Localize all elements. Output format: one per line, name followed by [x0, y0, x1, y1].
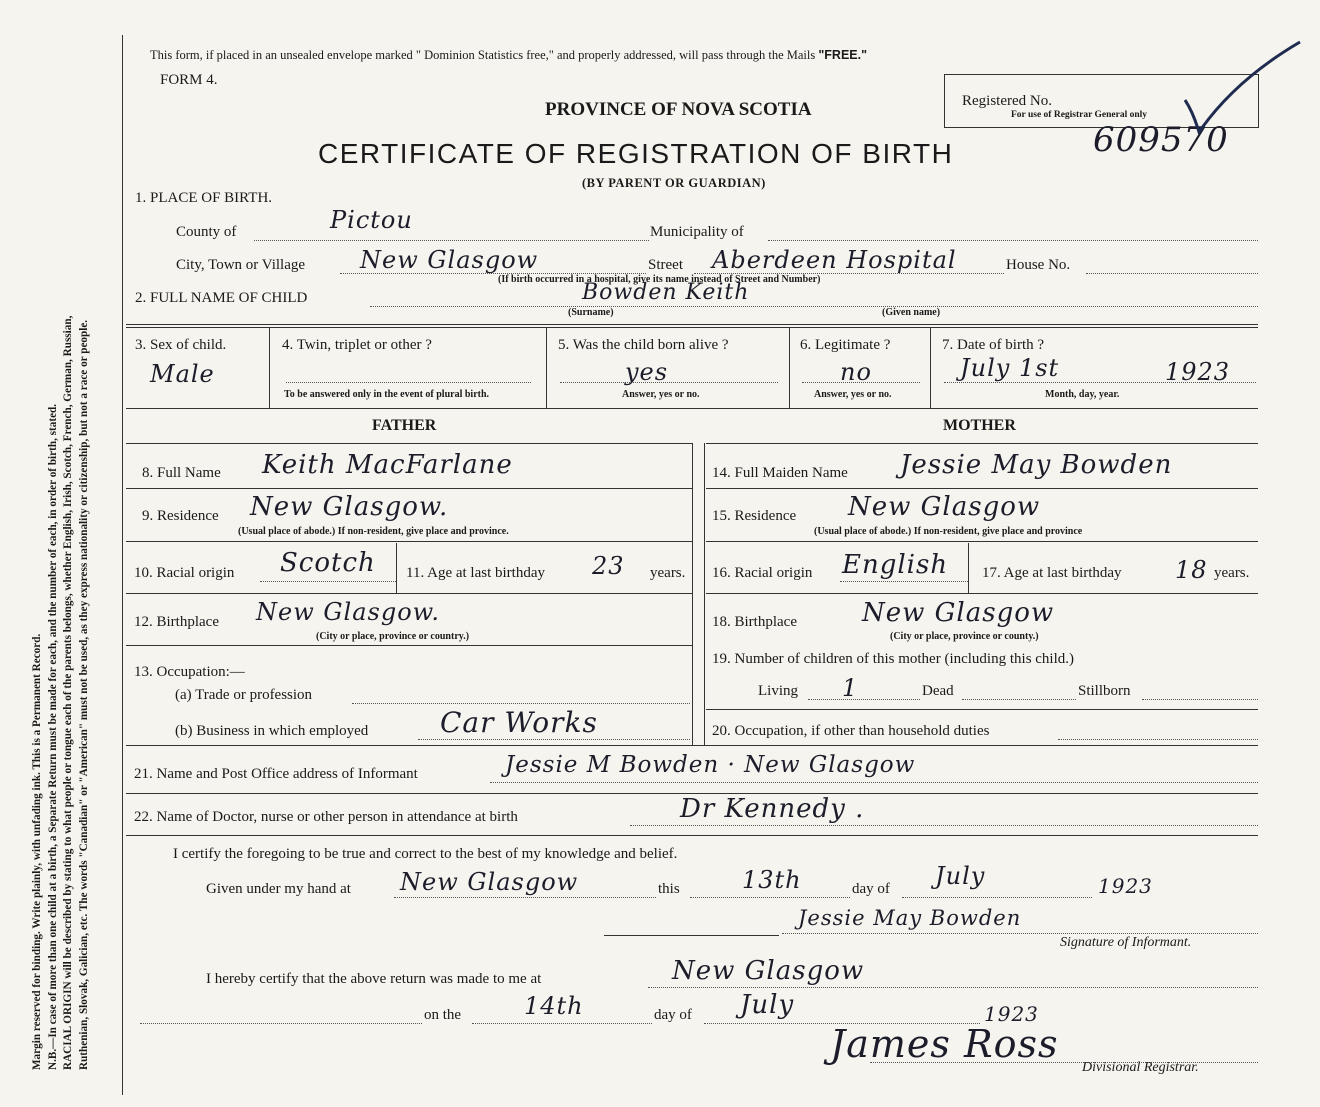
page-subtitle: (BY PARENT OR GUARDIAN) — [582, 176, 766, 190]
father-race-line — [260, 581, 396, 582]
mother-occupation-label: 20. Occupation, if other than household duties — [712, 723, 990, 739]
registrar-statement: I hereby certify that the above return was made to me at — [206, 971, 542, 987]
child-name-label: 2. FULL NAME OF CHILD — [135, 290, 308, 306]
father-name-label: 8. Full Name — [142, 465, 221, 481]
divider-6-7 — [930, 328, 931, 408]
mother-occupation-line — [1058, 739, 1258, 740]
on-the-label: on the — [424, 1007, 462, 1023]
sex-label: 3. Sex of child. — [135, 337, 227, 353]
house-label: House No. — [1006, 257, 1071, 273]
dob-value: July 1st — [960, 354, 1060, 382]
legitimate-note: Answer, yes or no. — [814, 389, 892, 400]
informant-value: Jessie M Bowden · New Glasgow — [505, 752, 916, 778]
father-residence-label: 9. Residence — [142, 508, 219, 524]
informant-signature: Jessie May Bowden — [798, 906, 1022, 930]
legitimate-label: 6. Legitimate ? — [800, 337, 891, 353]
day-of-label: day of — [852, 881, 890, 897]
father-birthplace-label: 12. Birthplace — [134, 614, 219, 630]
father-name-rule — [126, 488, 692, 489]
mother-race-label: 16. Racial origin — [712, 565, 813, 581]
doctor-value: Dr Kennedy . — [680, 794, 865, 824]
registrar-use-note: For use of Registrar General only — [1011, 110, 1148, 120]
child-name-line — [370, 306, 1258, 307]
given-month-value: July — [935, 862, 986, 890]
mother-age-value: 18 — [1175, 556, 1208, 584]
mother-race-line — [840, 581, 968, 582]
county-label: County of — [176, 224, 237, 240]
stillborn-label: Stillborn — [1078, 683, 1131, 699]
registrar-place-value: New Glasgow — [672, 956, 865, 986]
doctor-line — [630, 825, 1258, 826]
county-value: Pictou — [330, 206, 413, 234]
father-age-label: 11. Age at last birthday — [406, 565, 545, 581]
living-value: 1 — [842, 674, 859, 702]
signature-caption: Signature of Informant. — [1060, 935, 1192, 950]
municipality-line — [768, 240, 1258, 241]
registrar-signature: James Ross — [830, 1022, 1059, 1066]
alive-label: 5. Was the child born alive ? — [558, 337, 729, 353]
mother-name-value: Jessie May Bowden — [900, 450, 1173, 480]
mother-age-unit: years. — [1214, 565, 1250, 581]
dead-label: Dead — [922, 683, 954, 699]
father-heading: FATHER — [372, 417, 437, 434]
father-race-label: 10. Racial origin — [134, 565, 235, 581]
margin-instructions — [30, 30, 92, 1070]
father-business-line — [418, 739, 690, 740]
registered-label: Registered No. — [962, 93, 1052, 109]
margin-line-4: Ruthenian, Slovak, Galician, etc. The words "Canadian" or "American" must not be used, as they express nationality or citizenship, but not a race or people. — [77, 319, 90, 1070]
city-value: New Glasgow — [360, 246, 539, 274]
father-age-value: 23 — [592, 552, 625, 580]
informant-signature-line — [782, 933, 1258, 934]
dob-year: 1923 — [1165, 358, 1231, 386]
registered-number: 609570 — [1093, 120, 1229, 160]
dob-label: 7. Date of birth ? — [942, 337, 1045, 353]
mother-residence-value: New Glasgow — [848, 492, 1041, 522]
father-name-value: Keith MacFarlane — [262, 450, 513, 480]
legitimate-value: no — [840, 358, 872, 386]
father-birthplace-value: New Glasgow. — [256, 598, 440, 626]
page-title: CERTIFICATE OF REGISTRATION OF BIRTH — [318, 138, 954, 169]
given-place-line — [394, 897, 656, 898]
street-value: Aberdeen Hospital — [712, 246, 957, 274]
given-year-value: 1923 — [1098, 874, 1153, 898]
registrar-signature-line — [870, 1062, 1258, 1063]
certify-statement: I certify the foregoing to be true and correct to the best of my knowledge and belief. — [173, 846, 678, 862]
surname-caption: (Surname) — [568, 307, 614, 318]
street-label: Street — [648, 257, 683, 273]
dob-note: Month, day, year. — [1045, 389, 1120, 400]
doctor-label: 22. Name of Doctor, nurse or other person in attendance at birth — [134, 809, 518, 825]
county-line — [254, 240, 649, 241]
father-business-value: Car Works — [440, 706, 598, 739]
divider-3-4 — [269, 328, 270, 408]
given-day-value: 13th — [742, 866, 802, 894]
reg-day-value: 14th — [524, 992, 584, 1020]
mother-residence-label: 15. Residence — [712, 508, 797, 524]
mail-notice — [150, 48, 867, 63]
twin-line — [286, 382, 531, 383]
given-name-caption: (Given name) — [882, 307, 941, 318]
dead-line — [962, 699, 1076, 700]
mother-children-label: 19. Number of children of this mother (including this child.) — [712, 651, 1075, 667]
informant-line — [490, 782, 1258, 783]
parents-divider-right — [704, 443, 705, 745]
mail-notice-free: "FREE." — [818, 48, 868, 62]
mother-age-label: 17. Age at last birthday — [982, 565, 1122, 581]
father-race-rule — [126, 593, 692, 594]
check-mark-icon — [1175, 40, 1305, 150]
mother-residence-note: (Usual place of abode.) If non-resident, give place and province — [814, 526, 1083, 537]
mother-birthplace-value: New Glasgow — [862, 598, 1055, 628]
registrar-caption: Divisional Registrar. — [1082, 1060, 1199, 1075]
informant-label: 21. Name and Post Office address of Informant — [134, 766, 418, 782]
father-trade-label: (a) Trade or profession — [175, 687, 313, 703]
registrar-place-line — [648, 987, 1258, 988]
house-line — [1086, 273, 1258, 274]
reg-month-value: July — [740, 990, 795, 1020]
father-heading-rule — [126, 443, 692, 444]
reg-day-line — [472, 1023, 652, 1024]
father-age-unit: years. — [650, 565, 686, 581]
mother-residence-rule — [706, 541, 1258, 542]
divider-4-5 — [546, 328, 547, 408]
father-occupation-label: 13. Occupation:— — [134, 664, 245, 680]
rule-row-top-2 — [126, 327, 1258, 328]
child-name-value: Bowden Keith — [582, 280, 750, 305]
city-label: City, Town or Village — [176, 257, 306, 273]
signature-blank-rule — [604, 935, 779, 936]
margin-line-1: Margin reserved for binding. Write plainly, with unfading ink. This is a Permanent Record. — [31, 633, 43, 1070]
alive-note: Answer, yes or no. — [622, 389, 700, 400]
reg-year-value: 1923 — [984, 1002, 1039, 1026]
father-residence-note: (Usual place of abode.) If non-resident, give place and province. — [238, 526, 509, 537]
this-label: this — [658, 881, 680, 897]
mother-name-rule — [706, 488, 1258, 489]
parents-divider-left — [692, 443, 693, 745]
father-residence-rule — [126, 541, 692, 542]
father-trade-line — [352, 703, 690, 704]
municipality-label: Municipality of — [650, 224, 744, 240]
mother-race-divider — [968, 543, 969, 593]
margin-line-3: RACIAL ORIGIN will be described by stating to what people or tongue each of the parents belongs, whether English, Irish, Scotch, French, German, Russian, — [62, 315, 74, 1070]
form-number: FORM 4. — [160, 72, 218, 88]
parents-bottom-rule — [126, 745, 1258, 746]
margin-line-2: N.B.—In case of more than one child at a birth, a Separate Return must be made for each, and the number of each, in order of birth, stated. — [46, 403, 59, 1070]
mother-birthplace-label: 18. Birthplace — [712, 614, 797, 630]
father-business-label: (b) Business in which employed — [175, 723, 369, 739]
father-birthplace-note: (City or place, province or country.) — [316, 631, 470, 642]
father-residence-value: New Glasgow. — [250, 492, 449, 522]
mother-heading-rule — [706, 443, 1258, 444]
divider-5-6 — [789, 328, 790, 408]
given-month-line — [902, 897, 1092, 898]
twin-label: 4. Twin, triplet or other ? — [282, 337, 432, 353]
living-line — [808, 699, 920, 700]
father-race-value: Scotch — [280, 548, 376, 578]
given-label: Given under my hand at — [206, 881, 351, 897]
margin-rule — [122, 35, 123, 1095]
mother-children-rule — [706, 709, 1258, 710]
doctor-rule — [126, 835, 1258, 836]
mother-heading: MOTHER — [943, 417, 1016, 434]
reg-day-of-label: day of — [654, 1007, 692, 1023]
living-label: Living — [758, 683, 798, 699]
alive-line — [560, 382, 778, 383]
registrar-lead-line — [140, 1023, 422, 1024]
sex-value: Male — [150, 360, 215, 388]
father-birthplace-rule — [126, 645, 692, 646]
alive-value: yes — [625, 358, 669, 386]
place-of-birth-heading: 1. PLACE OF BIRTH. — [135, 190, 273, 206]
rule-row-top — [126, 324, 1258, 325]
mother-race-rule — [706, 593, 1258, 594]
twin-note: To be answered only in the event of plural birth. — [284, 389, 490, 400]
father-race-divider — [396, 543, 397, 593]
given-place-value: New Glasgow — [400, 868, 579, 896]
mail-notice-text: This form, if placed in an unsealed envelope marked " Dominion Statistics free," and properly addressed, will pass through the Mails — [150, 48, 816, 62]
mother-race-value: English — [842, 550, 949, 580]
street-note: (If birth occurred in a hospital, give its name instead of Street and Number) — [498, 274, 821, 285]
given-day-line — [690, 897, 850, 898]
mother-name-label: 14. Full Maiden Name — [712, 465, 848, 481]
mother-birthplace-note: (City or place, province or county.) — [890, 631, 1039, 642]
province-heading: PROVINCE OF NOVA SCOTIA — [545, 99, 812, 120]
stillborn-line — [1142, 699, 1258, 700]
rule-row-bottom — [126, 408, 1258, 409]
